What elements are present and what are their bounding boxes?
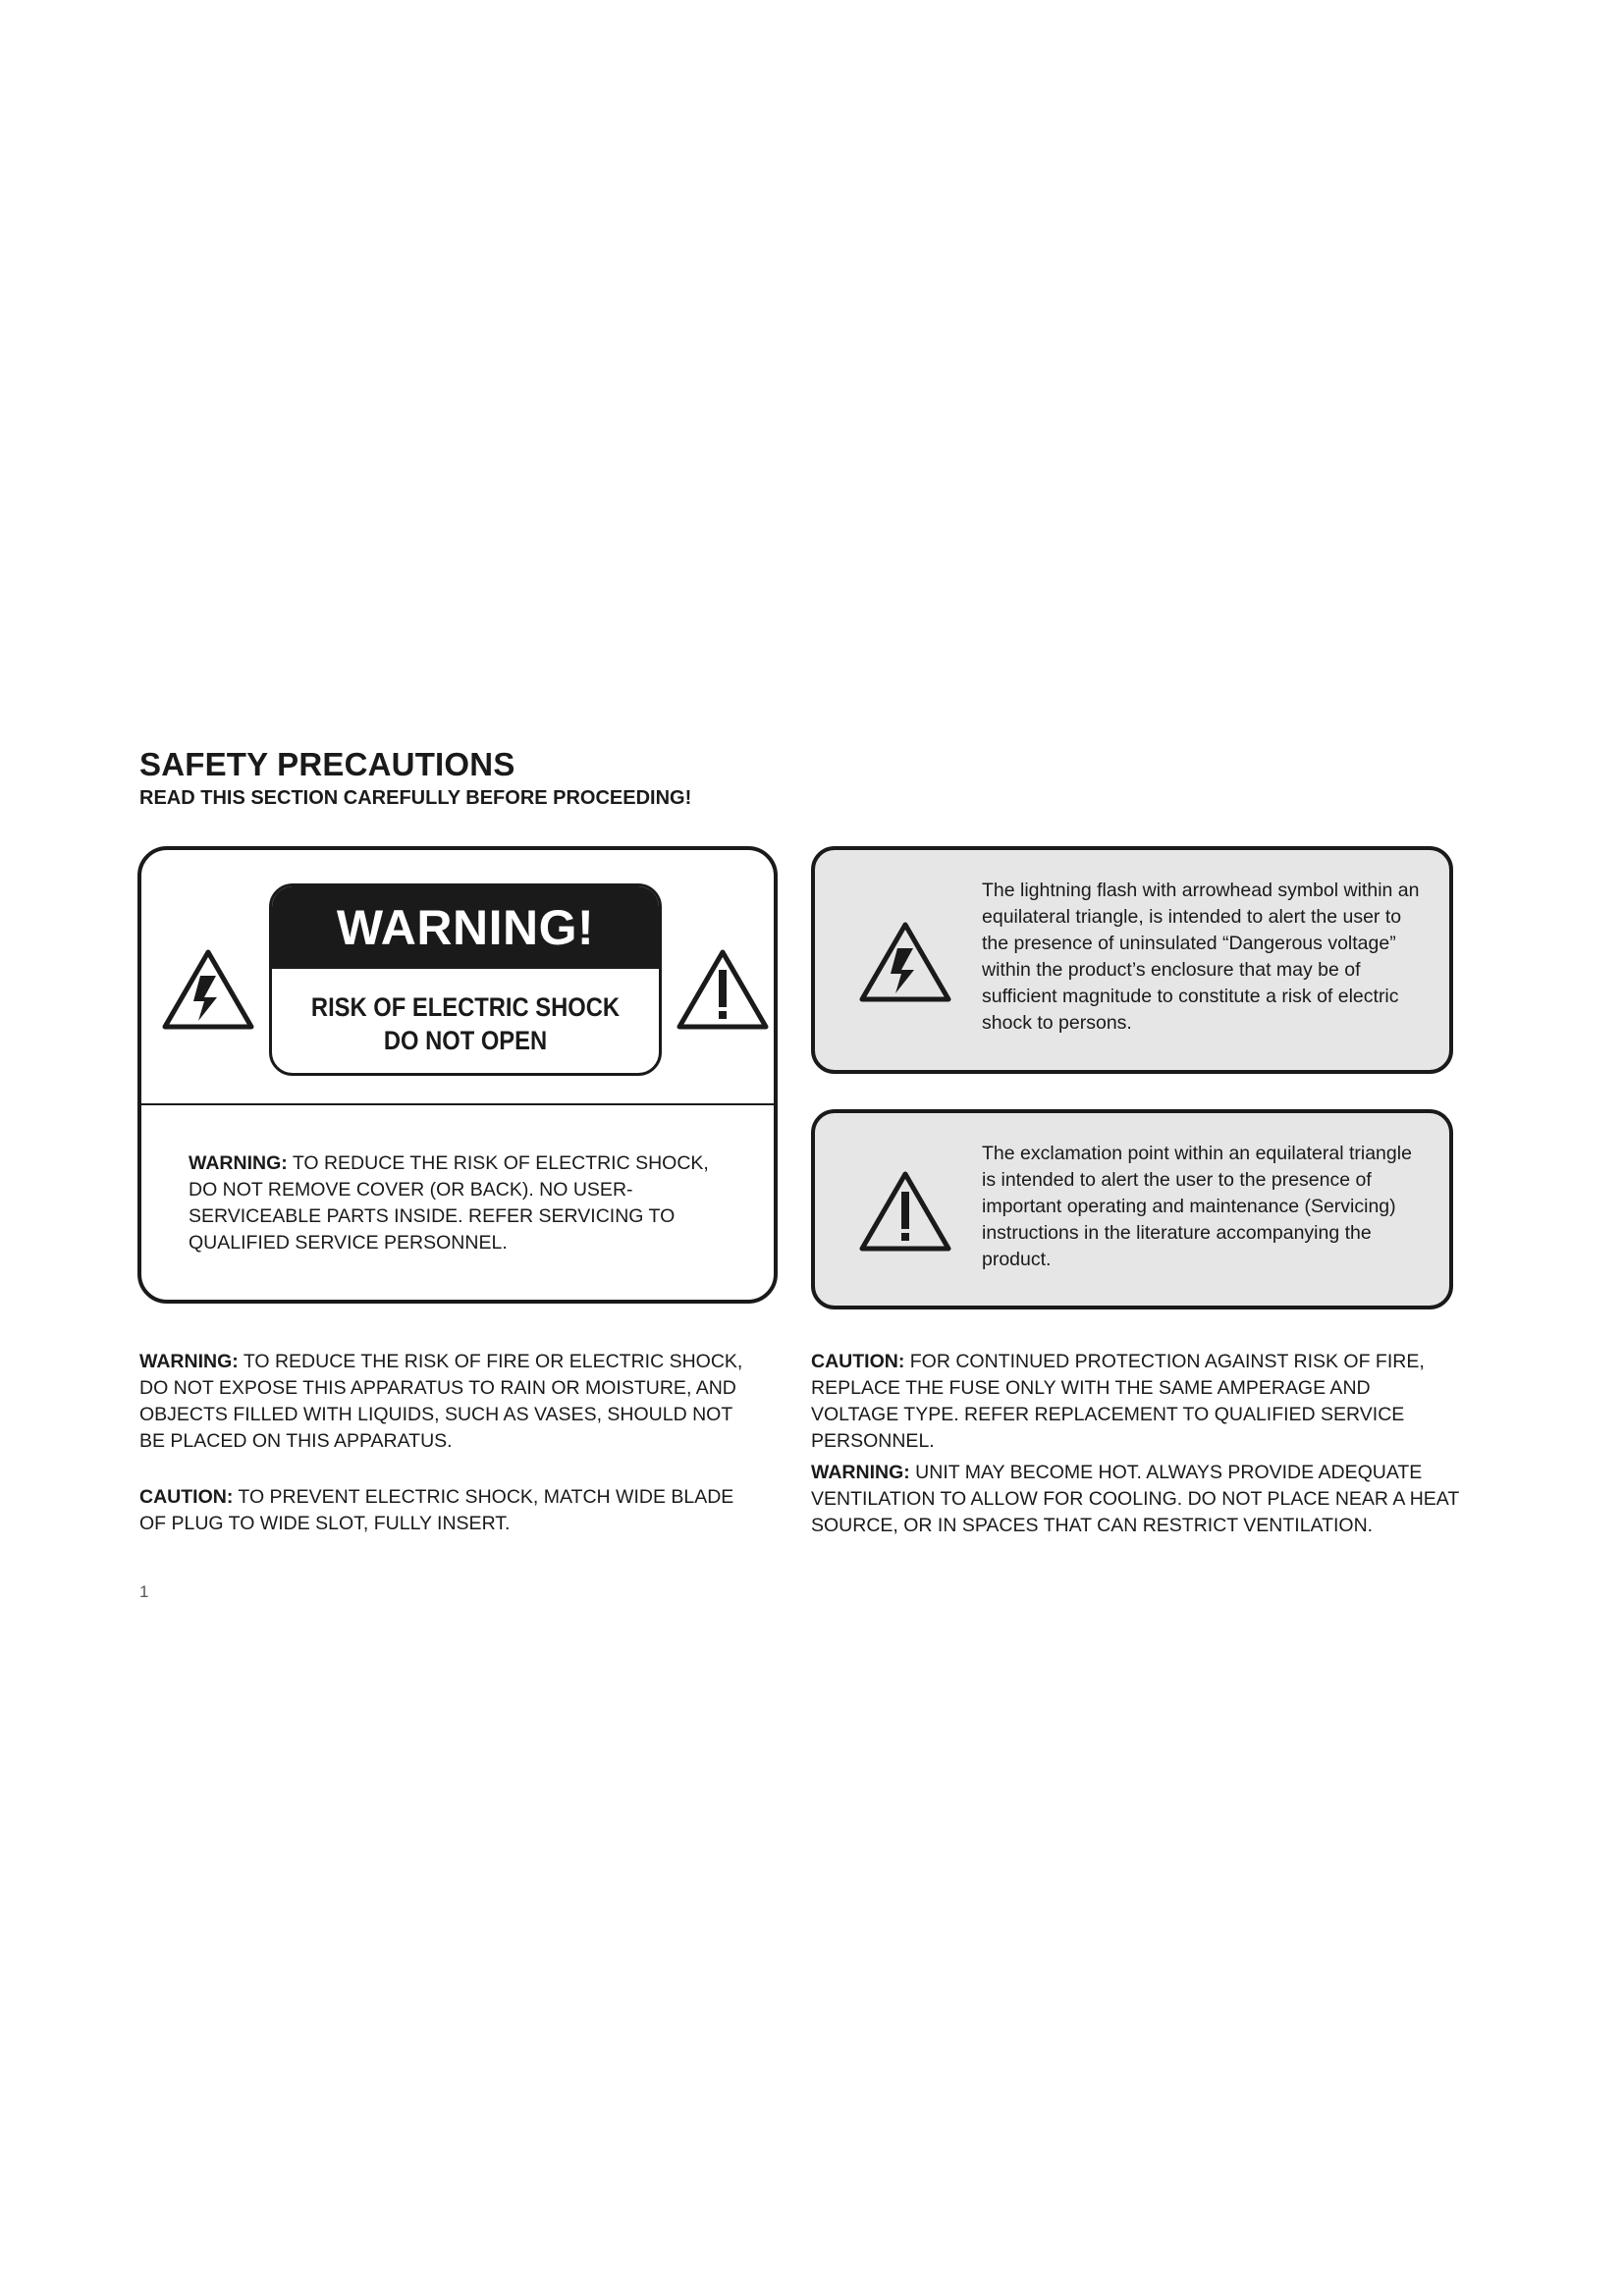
page-subtitle: READ THIS SECTION CAREFULLY BEFORE PROCEEDING!: [139, 787, 692, 809]
lightning-triangle-icon: [161, 948, 255, 1031]
exclamation-info-text: The exclamation point within an equilateral triangle is intended to alert the user to the presence of important operating and maintenance (Servicing) instructions in the literature accompanying the product.: [982, 1143, 1412, 1270]
notice-body: TO PREVENT ELECTRIC SHOCK, MATCH WIDE BLADE OF PLUG TO WIDE SLOT, FULLY INSERT.: [139, 1486, 734, 1534]
warning-sign-line-2: DO NOT OPEN: [383, 1026, 548, 1055]
cover-warning-body: TO REDUCE THE RISK OF ELECTRIC SHOCK, DO NOT REMOVE COVER (OR BACK). NO USER-SERVICEABLE PARTS INSIDE. REFER SERVICING TO QUALIFIED SERVICE PERSONNEL.: [189, 1152, 709, 1254]
notice-label: CAUTION:: [139, 1486, 234, 1508]
lightning-triangle-icon: [858, 921, 952, 1003]
notice-body: UNIT MAY BECOME HOT. ALWAYS PROVIDE ADEQUATE VENTILATION TO ALLOW FOR COOLING. DO NOT PLACE NEAR A HEAT SOURCE, OR IN SPACES THAT CAN RESTRICT VENTILATION.: [811, 1462, 1459, 1536]
lightning-info-text: The lightning flash with arrowhead symbol within an equilateral triangle, is intended to alert the user to the presence of uninsulated “Dangerous voltage” within the product’s enclosure that may be of sufficient magnitude to constitute a risk of electric shock to persons.: [982, 880, 1420, 1034]
notice-body: FOR CONTINUED PROTECTION AGAINST RISK OF FIRE, REPLACE THE FUSE ONLY WITH THE SAME AMPERAGE AND VOLTAGE TYPE. REFER REPLACEMENT TO QUALIFIED SERVICE PERSONNEL.: [811, 1351, 1425, 1452]
panel-divider: [141, 1103, 774, 1105]
plug-caution: [139, 1484, 748, 1537]
exclamation-triangle-icon: [858, 1170, 952, 1253]
cover-warning-label: WARNING:: [189, 1152, 288, 1174]
notice-body: TO REDUCE THE RISK OF FIRE OR ELECTRIC SHOCK, DO NOT EXPOSE THIS APPARATUS TO RAIN OR MOISTURE, AND OBJECTS FILLED WITH LIQUIDS, SUCH AS VASES, SHOULD NOT BE PLACED ON THIS APPARATUS.: [139, 1351, 743, 1452]
notice-label: CAUTION:: [811, 1351, 905, 1372]
exclamation-info-box: [811, 1109, 1453, 1309]
fire-shock-warning: [139, 1349, 748, 1455]
fuse-caution: [811, 1349, 1463, 1455]
notice-label: WARNING:: [811, 1462, 910, 1483]
warning-sign-heading: WARNING!: [272, 886, 659, 969]
warning-sign-line-1: RISK OF ELECTRIC SHOCK: [310, 992, 621, 1022]
lightning-info-box: [811, 846, 1453, 1074]
notice-label: WARNING:: [139, 1351, 239, 1372]
warning-panel: [137, 846, 778, 1304]
heat-warning: [811, 1460, 1463, 1539]
exclamation-triangle-icon: [676, 948, 770, 1031]
page-title: SAFETY PRECAUTIONS: [139, 746, 515, 782]
warning-sign: [269, 883, 662, 1076]
cover-warning-text: [189, 1150, 738, 1256]
page-number: 1: [139, 1582, 149, 1601]
